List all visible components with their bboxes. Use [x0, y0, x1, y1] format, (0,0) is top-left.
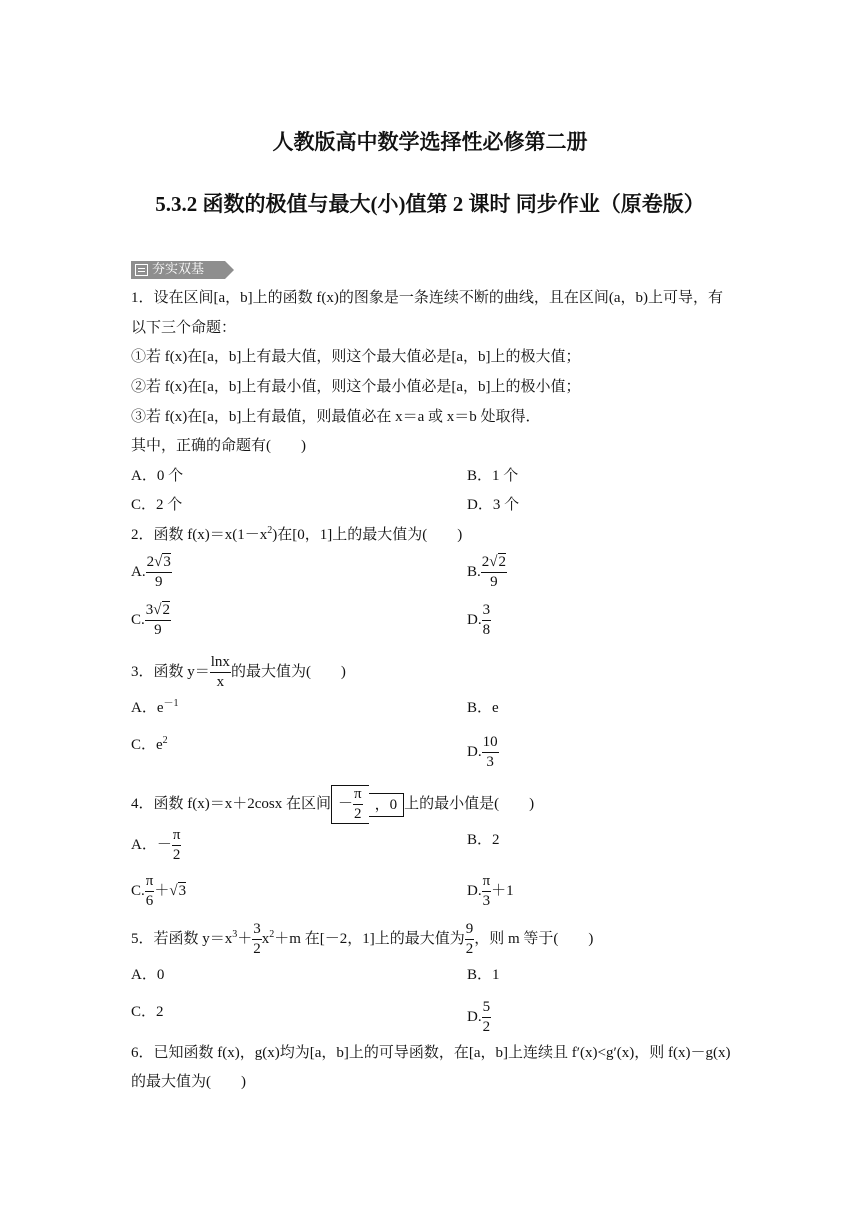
q2-stem: 2．函数 $f(x)=x(1-x^2)$在[0，1]上的最大值为( ): [131, 525, 463, 543]
q3-option-c[interactable]: C．$e^2$: [131, 735, 168, 753]
section-badge-label: 夯实双基: [152, 262, 205, 277]
fraction: $\frac{\pi}{6}$: [145, 873, 154, 909]
fraction: $\frac{3√2}{9}$: [145, 602, 170, 638]
q6-stem-line1: 6．已知函数 f(x)，g(x)均为[a，b]上的可导函数，在[a，b]上连续且 f′(x)<g′(x)，则 f(x)－g(x): [131, 1045, 731, 1061]
q5-option-d[interactable]: D. $\frac{5}{2}$: [467, 999, 491, 1035]
fraction: $\frac{2√3}{9}$: [146, 554, 171, 590]
document-title: 人教版高中数学选择性必修第二册: [272, 130, 588, 154]
q2-option-a[interactable]: A. $\frac{2√3}{9}$: [131, 554, 171, 590]
fraction: $\frac{\pi}{2}$: [172, 827, 181, 863]
q1-stem-line2: 以下三个命题：: [131, 320, 237, 336]
badge-arrow: [225, 261, 234, 279]
q1-option-b[interactable]: B．1 个: [467, 468, 519, 484]
q1-proposition-1: ①若 f(x)在[a，b]上有最大值，则这个最大值必是[a，b]上的极大值；: [131, 349, 581, 365]
q1-option-a[interactable]: A．0 个: [131, 468, 184, 484]
fraction: $\frac{2√2}{9}$: [481, 554, 506, 590]
q4-option-b[interactable]: B．2: [467, 832, 500, 848]
q1-stem-line1: 1．设在区间[a，b]上的函数 f(x)的图象是一条连续不断的曲线，且在区间(a，b)上可导，有: [131, 290, 724, 306]
q5-option-a[interactable]: A．0: [131, 967, 165, 983]
q4-option-d[interactable]: D. $\frac{\pi}{3}$ ＋1: [467, 873, 514, 909]
fraction: $\frac{3}{2}$: [253, 921, 261, 957]
q1-proposition-2: ②若 f(x)在[a，b]上有最小值，则这个最小值必是[a，b]上的极小值；: [131, 379, 581, 395]
q6-stem-line2: 的最大值为( ): [131, 1074, 246, 1090]
q5-option-c[interactable]: C．2: [131, 1004, 164, 1020]
q1-question: 其中，正确的命题有( ): [131, 438, 306, 454]
q4-option-a[interactable]: A．－ $\frac{\pi}{2}$: [131, 827, 181, 863]
q4-option-c[interactable]: C. $\frac{\pi}{6}$ ＋√3: [131, 873, 187, 909]
fraction: $\frac{\ln x}{x}$: [210, 654, 230, 690]
fraction: $\frac{9}{2}$: [465, 921, 474, 957]
interval-right-bracket: ，0: [369, 793, 405, 817]
q5-stem: 5．若函数 $y=x^3+$ $\frac{3}{2}$ $x^2+m$ 在[－2，1]上的最大值为 $\frac{9}{2}$ ，则 m 等于( ): [131, 921, 594, 957]
q1-option-c[interactable]: C．2 个: [131, 497, 183, 513]
q3-option-b[interactable]: B．e: [467, 700, 499, 716]
fraction: $\frac{10}{3}$: [482, 734, 498, 770]
q3-stem: 3．函数 y＝ $\frac{\ln x}{x}$ 的最大值为( ): [131, 654, 346, 690]
fraction: $\frac{\pi}{3}$: [482, 873, 491, 909]
q1-option-d[interactable]: D．3 个: [467, 497, 520, 513]
q5-option-b[interactable]: B．1: [467, 967, 500, 983]
fraction: $\frac{5}{2}$: [482, 999, 491, 1035]
document-subtitle: 5.3.2 函数的极值与最大(小)值第 2 课时 同步作业（原卷版）: [155, 192, 705, 216]
q3-option-a[interactable]: A．$e^{-1}$: [131, 698, 179, 716]
fraction: $\frac{3}{8}$: [482, 602, 491, 638]
q2-option-c[interactable]: C. $\frac{3√2}{9}$: [131, 602, 170, 638]
interval-left-bracket: － $\frac{\pi}{2}$: [331, 785, 369, 824]
q4-stem: 4．函数 f(x)＝x＋2cosx 在区间 － $\frac{\pi}{2}$ ，0 上的最小值是( ): [131, 786, 535, 822]
q2-option-d[interactable]: D. $\frac{3}{8}$: [467, 602, 491, 638]
book-icon: [135, 264, 148, 276]
q2-option-b[interactable]: B. $\frac{2√2}{9}$: [467, 554, 506, 590]
section-badge: [131, 261, 225, 279]
fraction: $\frac{\pi}{2}$: [354, 786, 362, 822]
q3-option-d[interactable]: D. $\frac{10}{3}$: [467, 734, 498, 770]
q1-proposition-3: ③若 f(x)在[a，b]上有最值，则最值必在 x＝a 或 x＝b 处取得．: [131, 409, 541, 425]
